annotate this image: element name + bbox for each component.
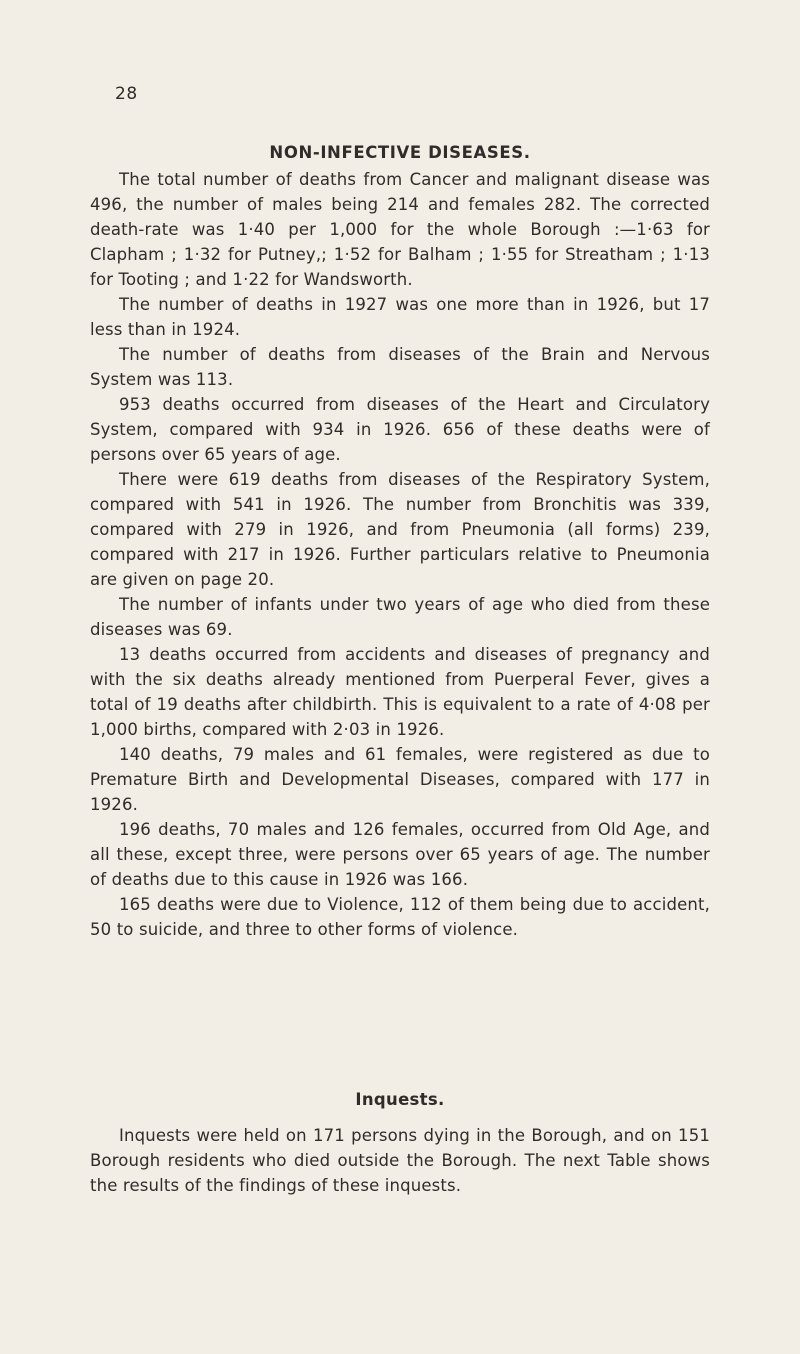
paragraph-old-age: 196 deaths, 70 males and 126 females, occurred from Old Age, and all these, except three, were persons over 65 years of age. The number of deaths due to this cause in 1926 was 166.: [90, 820, 710, 889]
paragraph-pregnancy: 13 deaths occurred from accidents and diseases of pregnancy and with the six deaths already mentioned from Puerperal Fever, gives a total of 19 deaths after childbirth. This is equivalent to a rate of 4·08 per 1,000 births, compared with 2·03 in 1926.: [90, 645, 710, 739]
paragraph-comparison-years: The number of deaths in 1927 was one more than in 1926, but 17 less than in 1924.: [90, 295, 710, 339]
page-number: 28: [115, 84, 138, 104]
main-text: [90, 167, 710, 942]
paragraph-violence: 165 deaths were due to Violence, 112 of them being due to accident, 50 to suicide, and three to other forms of violence.: [90, 895, 710, 939]
page-title: NON-INFECTIVE DISEASES.: [269, 143, 531, 162]
paragraph-infants: The number of infants under two years of age who died from these diseases was 69.: [90, 595, 710, 639]
paragraph-heart-circulatory: 953 deaths occurred from diseases of the Heart and Circulatory System, compared with 934 in 1926. 656 of these deaths were of persons over 65 years of age.: [90, 395, 710, 464]
paragraph-inquests: Inquests were held on 171 persons dying in the Borough, and on 151 Borough residents who died outside the Borough. The next Table shows the results of the findings of these inquests.: [90, 1126, 710, 1195]
paragraph-premature-birth: 140 deaths, 79 males and 61 females, were registered as due to Premature Birth and Developmental Diseases, compared with 177 in 1926.: [90, 745, 710, 814]
paragraph-cancer: The total number of deaths from Cancer and malignant disease was 496, the number of males being 214 and females 282. The corrected death-rate was 1·40 per 1,000 for the whole Borough :—1·63 for Clapham ; 1·32 for Putney,; 1·52 for Balham ; 1·55 for Streatham ; 1·13 for Tooting ; and 1·22 for Wandsworth.: [90, 170, 710, 289]
paragraph-respiratory: There were 619 deaths from diseases of the Respiratory System, compared with 541 in 1926. The number from Bronchitis was 339, compared with 279 in 1926, and from Pneumonia (all forms) 239, compared with 217 in 1926. Further particulars relative to Pneumonia are given on page 20.: [90, 470, 710, 589]
inquests-heading: Inquests.: [355, 1090, 445, 1109]
paragraph-brain-nervous: The number of deaths from diseases of the Brain and Nervous System was 113.: [90, 345, 710, 389]
inquests-section: [90, 1123, 710, 1198]
